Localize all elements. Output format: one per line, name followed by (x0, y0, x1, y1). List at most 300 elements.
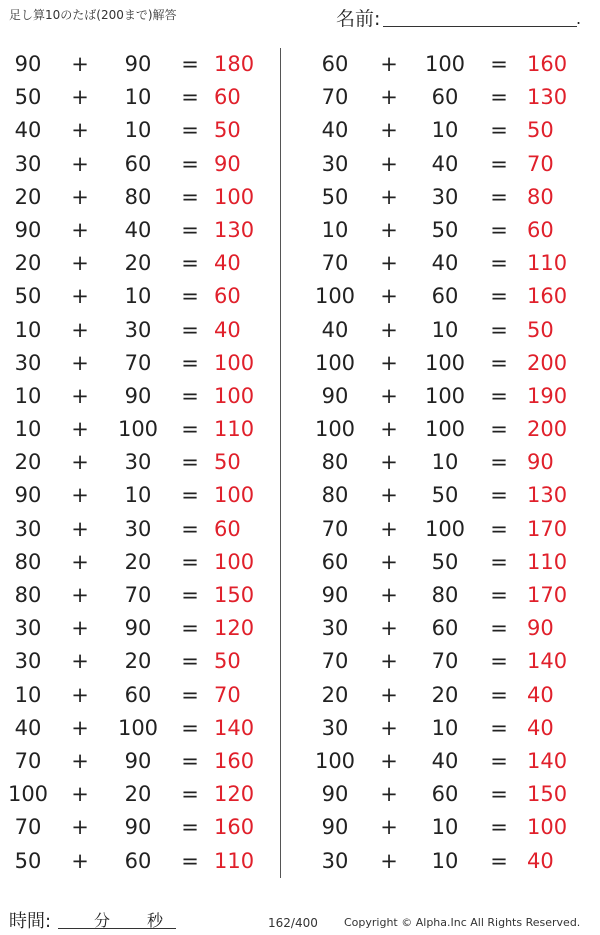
name-field-line (383, 26, 577, 27)
plus-sign: + (71, 417, 89, 442)
equals-sign: = (181, 251, 199, 276)
equals-sign: = (490, 118, 508, 143)
addend-a: 70 (14, 748, 42, 773)
equals-sign: = (490, 815, 508, 840)
addend-a: 90 (321, 815, 349, 840)
copyright-text: Copyright © Alpha.Inc All Rights Reserved. (344, 916, 581, 929)
answer: 90 (527, 616, 554, 641)
problem-row (305, 446, 575, 479)
addend-b: 10 (431, 815, 459, 840)
addend-b: 30 (124, 317, 152, 342)
plus-sign: + (380, 284, 398, 309)
problem-row (0, 148, 270, 181)
addend-a: 30 (14, 649, 42, 674)
answer: 140 (214, 715, 255, 740)
addend-a: 100 (314, 417, 356, 442)
problem-row (305, 479, 575, 512)
answer: 130 (527, 483, 568, 508)
answer: 60 (214, 516, 241, 541)
answer: 200 (527, 350, 568, 375)
answer: 40 (527, 848, 554, 873)
plus-sign: + (71, 483, 89, 508)
answer: 150 (527, 782, 568, 807)
equals-sign: = (181, 682, 199, 707)
answer: 130 (214, 217, 255, 242)
answer: 110 (214, 848, 255, 873)
plus-sign: + (71, 118, 89, 143)
addend-a: 90 (321, 782, 349, 807)
addend-b: 10 (124, 284, 152, 309)
answer: 160 (214, 748, 255, 773)
plus-sign: + (380, 516, 398, 541)
plus-sign: + (71, 848, 89, 873)
answer: 40 (214, 251, 241, 276)
addend-b: 50 (431, 483, 459, 508)
problem-row (305, 679, 575, 712)
answer: 100 (527, 815, 568, 840)
plus-sign: + (71, 284, 89, 309)
addend-a: 30 (14, 151, 42, 176)
problem-row (0, 314, 270, 347)
plus-sign: + (380, 748, 398, 773)
addend-b: 100 (117, 417, 159, 442)
answer: 50 (214, 450, 241, 475)
plus-sign: + (380, 483, 398, 508)
problem-row (305, 314, 575, 347)
problem-row (305, 513, 575, 546)
addend-b: 30 (124, 516, 152, 541)
addend-a: 10 (321, 217, 349, 242)
addend-a: 90 (321, 383, 349, 408)
plus-sign: + (71, 682, 89, 707)
answer: 110 (214, 417, 255, 442)
problem-row (0, 845, 270, 878)
plus-sign: + (71, 516, 89, 541)
addend-a: 60 (321, 52, 349, 76)
addend-b: 40 (431, 251, 459, 276)
addend-b: 30 (124, 450, 152, 475)
problem-row (305, 712, 575, 745)
equals-sign: = (181, 649, 199, 674)
plus-sign: + (380, 616, 398, 641)
plus-sign: + (71, 649, 89, 674)
plus-sign: + (71, 549, 89, 574)
equals-sign: = (490, 516, 508, 541)
equals-sign: = (181, 848, 199, 873)
plus-sign: + (380, 52, 398, 76)
equals-sign: = (490, 383, 508, 408)
addend-a: 90 (14, 483, 42, 508)
addend-b: 60 (431, 284, 459, 309)
left-problem-column (0, 48, 270, 878)
answer: 60 (214, 85, 241, 110)
problem-row (0, 446, 270, 479)
addend-a: 40 (321, 317, 349, 342)
problem-row (0, 513, 270, 546)
equals-sign: = (181, 516, 199, 541)
answer: 60 (527, 217, 554, 242)
addend-b: 70 (124, 350, 152, 375)
equals-sign: = (181, 583, 199, 607)
addend-a: 80 (321, 450, 349, 475)
addend-a: 20 (14, 450, 42, 475)
addend-a: 90 (14, 52, 42, 76)
addend-a: 80 (321, 483, 349, 508)
plus-sign: + (71, 782, 89, 807)
equals-sign: = (490, 649, 508, 674)
addend-a: 70 (321, 85, 349, 110)
seconds-label: 秒 (147, 911, 164, 930)
addend-a: 100 (314, 748, 356, 773)
addend-a: 10 (14, 383, 42, 408)
answer: 170 (527, 516, 568, 541)
problem-row (0, 280, 270, 313)
answer: 110 (527, 251, 568, 276)
answer: 90 (527, 450, 554, 475)
answer: 170 (527, 583, 568, 607)
page-number: 162/400 (268, 916, 318, 930)
addend-a: 80 (14, 549, 42, 574)
addend-a: 30 (321, 151, 349, 176)
addend-a: 10 (14, 317, 42, 342)
problem-row (305, 612, 575, 645)
addend-a: 40 (14, 715, 42, 740)
addend-a: 40 (14, 118, 42, 143)
equals-sign: = (490, 848, 508, 873)
equals-sign: = (490, 715, 508, 740)
addend-b: 60 (124, 151, 152, 176)
addend-b: 10 (124, 85, 152, 110)
answer: 190 (527, 383, 568, 408)
plus-sign: + (380, 715, 398, 740)
plus-sign: + (380, 217, 398, 242)
addend-a: 50 (14, 848, 42, 873)
problem-row (0, 48, 270, 81)
addend-a: 10 (14, 417, 42, 442)
equals-sign: = (181, 815, 199, 840)
equals-sign: = (181, 748, 199, 773)
addend-a: 60 (321, 549, 349, 574)
addend-a: 90 (14, 217, 42, 242)
plus-sign: + (380, 151, 398, 176)
problem-row (0, 745, 270, 778)
answer: 40 (527, 682, 554, 707)
addend-b: 40 (431, 748, 459, 773)
equals-sign: = (181, 350, 199, 375)
addend-b: 60 (124, 682, 152, 707)
addend-b: 20 (124, 251, 152, 276)
equals-sign: = (181, 118, 199, 143)
problem-row (305, 347, 575, 380)
plus-sign: + (71, 815, 89, 840)
plus-sign: + (380, 848, 398, 873)
addend-b: 10 (431, 848, 459, 873)
problem-row (305, 745, 575, 778)
addend-b: 100 (424, 417, 466, 442)
plus-sign: + (71, 184, 89, 209)
addend-b: 60 (124, 848, 152, 873)
problem-row (0, 347, 270, 380)
addend-b: 20 (124, 649, 152, 674)
problem-row (305, 214, 575, 247)
answer: 160 (527, 52, 568, 76)
plus-sign: + (71, 450, 89, 475)
addend-b: 60 (431, 782, 459, 807)
addend-a: 80 (14, 583, 42, 607)
addend-a: 30 (14, 350, 42, 375)
equals-sign: = (181, 85, 199, 110)
problem-row (0, 247, 270, 280)
name-field-dot: . (576, 9, 582, 28)
addend-a: 20 (14, 184, 42, 209)
addend-b: 10 (431, 317, 459, 342)
problem-row (0, 679, 270, 712)
plus-sign: + (380, 815, 398, 840)
addend-b: 100 (424, 52, 466, 76)
plus-sign: + (71, 151, 89, 176)
equals-sign: = (181, 483, 199, 508)
plus-sign: + (71, 52, 89, 76)
addend-b: 70 (124, 583, 152, 607)
equals-sign: = (181, 715, 199, 740)
equals-sign: = (490, 782, 508, 807)
equals-sign: = (181, 616, 199, 641)
addend-a: 100 (7, 782, 49, 807)
problem-row (0, 479, 270, 512)
right-problem-column (305, 48, 575, 878)
problem-row (305, 114, 575, 147)
plus-sign: + (71, 251, 89, 276)
addend-b: 20 (431, 682, 459, 707)
addend-a: 30 (14, 616, 42, 641)
equals-sign: = (181, 317, 199, 342)
addend-b: 40 (124, 217, 152, 242)
minutes-label: 分 (94, 911, 111, 930)
addend-a: 70 (14, 815, 42, 840)
problem-row (0, 181, 270, 214)
equals-sign: = (181, 184, 199, 209)
addend-b: 60 (431, 616, 459, 641)
addend-a: 100 (314, 284, 356, 309)
problem-row (0, 645, 270, 678)
equals-sign: = (181, 549, 199, 574)
equals-sign: = (490, 184, 508, 209)
equals-sign: = (181, 284, 199, 309)
plus-sign: + (380, 450, 398, 475)
answer: 160 (527, 284, 568, 309)
answer: 70 (527, 151, 554, 176)
problem-row (0, 380, 270, 413)
answer: 120 (214, 616, 255, 641)
problem-row (0, 114, 270, 147)
plus-sign: + (380, 549, 398, 574)
equals-sign: = (181, 217, 199, 242)
addend-b: 50 (431, 217, 459, 242)
addend-b: 80 (431, 583, 459, 607)
answer: 100 (214, 383, 255, 408)
addend-b: 10 (124, 118, 152, 143)
problem-row (305, 645, 575, 678)
answer: 40 (214, 317, 241, 342)
answer: 140 (527, 649, 568, 674)
addend-a: 10 (14, 682, 42, 707)
answer: 180 (214, 52, 255, 76)
equals-sign: = (181, 383, 199, 408)
answer: 50 (527, 118, 554, 143)
answer: 200 (527, 417, 568, 442)
addend-b: 90 (124, 815, 152, 840)
problem-row (305, 148, 575, 181)
equals-sign: = (181, 450, 199, 475)
problem-row (305, 579, 575, 612)
problem-row (305, 380, 575, 413)
equals-sign: = (490, 450, 508, 475)
addend-b: 50 (431, 549, 459, 574)
equals-sign: = (490, 616, 508, 641)
time-label: 時間: (9, 911, 52, 932)
addend-a: 30 (321, 848, 349, 873)
plus-sign: + (380, 682, 398, 707)
addend-a: 20 (321, 682, 349, 707)
problem-row (0, 778, 270, 811)
equals-sign: = (490, 350, 508, 375)
addend-a: 30 (321, 616, 349, 641)
addend-b: 80 (124, 184, 152, 209)
plus-sign: + (380, 383, 398, 408)
addend-b: 90 (124, 748, 152, 773)
name-label: 名前: (336, 8, 381, 30)
equals-sign: = (490, 417, 508, 442)
equals-sign: = (181, 417, 199, 442)
addend-b: 10 (431, 450, 459, 475)
addend-b: 10 (431, 715, 459, 740)
answer: 40 (527, 715, 554, 740)
column-divider (280, 48, 281, 878)
answer: 100 (214, 483, 255, 508)
plus-sign: + (71, 317, 89, 342)
addend-a: 70 (321, 251, 349, 276)
equals-sign: = (490, 52, 508, 76)
plus-sign: + (71, 217, 89, 242)
problem-row (305, 546, 575, 579)
problem-row (0, 579, 270, 612)
equals-sign: = (490, 682, 508, 707)
answer: 120 (214, 782, 255, 807)
answer: 50 (527, 317, 554, 342)
answer: 100 (214, 350, 255, 375)
equals-sign: = (490, 549, 508, 574)
worksheet-title: 足し算10のたば(200まで)解答 (9, 8, 177, 22)
plus-sign: + (380, 417, 398, 442)
answer: 50 (214, 118, 241, 143)
problem-row (0, 712, 270, 745)
addend-b: 100 (424, 383, 466, 408)
equals-sign: = (181, 782, 199, 807)
problem-row (0, 214, 270, 247)
plus-sign: + (380, 583, 398, 607)
addend-b: 30 (431, 184, 459, 209)
problem-row (305, 181, 575, 214)
addend-b: 100 (424, 516, 466, 541)
equals-sign: = (490, 284, 508, 309)
addend-b: 20 (124, 549, 152, 574)
equals-sign: = (181, 52, 199, 76)
answer: 100 (214, 184, 255, 209)
plus-sign: + (71, 748, 89, 773)
equals-sign: = (181, 151, 199, 176)
addend-a: 50 (14, 85, 42, 110)
answer: 70 (214, 682, 241, 707)
addend-a: 40 (321, 118, 349, 143)
problem-row (305, 811, 575, 844)
answer: 50 (214, 649, 241, 674)
equals-sign: = (490, 483, 508, 508)
answer: 140 (527, 748, 568, 773)
problem-row (305, 247, 575, 280)
plus-sign: + (380, 184, 398, 209)
addend-a: 50 (321, 184, 349, 209)
equals-sign: = (490, 748, 508, 773)
answer: 110 (527, 549, 568, 574)
plus-sign: + (71, 616, 89, 641)
problem-row (305, 280, 575, 313)
addend-a: 30 (14, 516, 42, 541)
addend-b: 40 (431, 151, 459, 176)
problem-row (305, 48, 575, 81)
answer: 100 (214, 549, 255, 574)
addend-a: 30 (321, 715, 349, 740)
addend-b: 60 (431, 85, 459, 110)
equals-sign: = (490, 151, 508, 176)
equals-sign: = (490, 317, 508, 342)
problem-row (0, 612, 270, 645)
problem-row (0, 546, 270, 579)
plus-sign: + (380, 251, 398, 276)
addend-b: 90 (124, 52, 152, 76)
problem-row (305, 845, 575, 878)
addend-b: 90 (124, 616, 152, 641)
plus-sign: + (380, 118, 398, 143)
addend-a: 70 (321, 649, 349, 674)
addend-b: 20 (124, 782, 152, 807)
problem-row (0, 81, 270, 114)
answer: 80 (527, 184, 554, 209)
plus-sign: + (380, 350, 398, 375)
addend-a: 50 (14, 284, 42, 309)
answer: 130 (527, 85, 568, 110)
plus-sign: + (380, 85, 398, 110)
addend-a: 70 (321, 516, 349, 541)
addend-b: 100 (424, 350, 466, 375)
addend-b: 100 (117, 715, 159, 740)
equals-sign: = (490, 217, 508, 242)
plus-sign: + (71, 583, 89, 607)
plus-sign: + (71, 85, 89, 110)
answer: 90 (214, 151, 241, 176)
plus-sign: + (71, 715, 89, 740)
answer: 150 (214, 583, 255, 607)
addend-b: 90 (124, 383, 152, 408)
problem-row (305, 413, 575, 446)
plus-sign: + (71, 383, 89, 408)
addend-a: 100 (314, 350, 356, 375)
plus-sign: + (380, 782, 398, 807)
equals-sign: = (490, 583, 508, 607)
addend-b: 70 (431, 649, 459, 674)
problem-row (0, 413, 270, 446)
equals-sign: = (490, 85, 508, 110)
plus-sign: + (380, 649, 398, 674)
